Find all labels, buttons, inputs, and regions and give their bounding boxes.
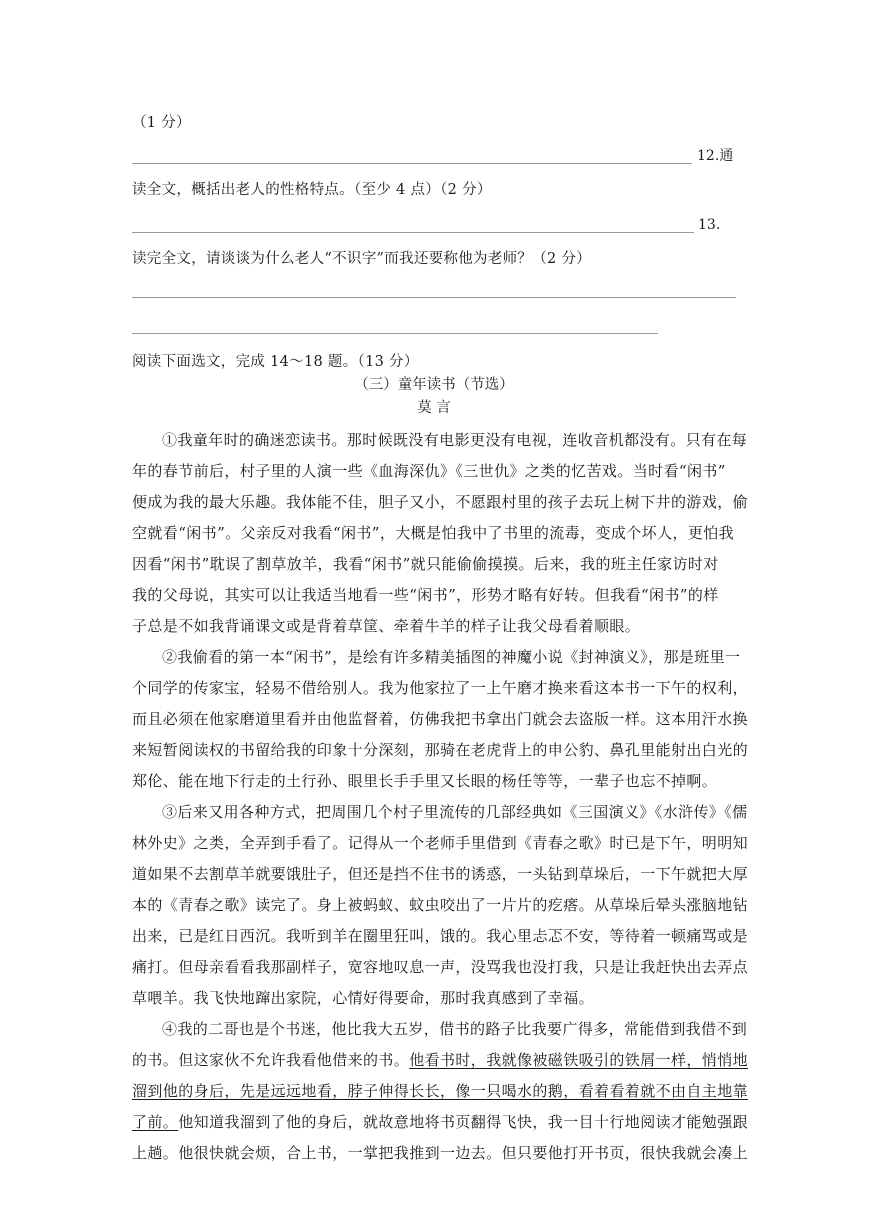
section-author: 莫 言 xyxy=(417,400,451,416)
section-instruction: 阅读下面选文，完成 14～18 题。（13 分） xyxy=(132,354,419,370)
p1-line: 便成为我的最大乐趣。我体能不佳，胆子又小，不愿跟村里的孩子去玩上树下井的游戏，偷 xyxy=(132,493,749,511)
p3-line: 本的《青春之歌》读完了。身上被蚂蚁、蚊虫咬出了一片片的疙瘩。从草垛后晕头涨脑地钻 xyxy=(132,896,749,914)
p2-line: 来短暂阅读权的书留给我的印象十分深刻，那骑在老虎背上的申公豹、鼻孔里能射出白光的 xyxy=(132,741,749,759)
q13-number: 13. xyxy=(698,217,721,233)
underlined-sentence: 他看书时，我就像被磁铁吸引的铁屑一样，悄悄地 xyxy=(409,1051,749,1069)
p1-line: 子总是不如我背诵课文或是背着草筐、牵着牛羊的样子让我父母看着顺眼。 xyxy=(132,617,641,635)
p4-line: 上趟。他很快就会烦，合上书，一掌把我推到一边去。但只要他打开书页，很快我就会凑上 xyxy=(132,1144,749,1162)
q13-text: 读完全文，请谈谈为什么老人“不识字”而我还要称他为老师？（2 分） xyxy=(132,251,592,267)
p3-line: 林外史》之类，全弄到手看了。记得从一个老师手里借到《青春之歌》时已是下午，明明知 xyxy=(132,834,749,852)
p3-line: 出来，已是红日西沉。我听到羊在圈里狂叫，饿的。我心里忐忑不安，等待着一顿痛骂或是 xyxy=(132,927,749,945)
section-title: （三）童年读书（节选） xyxy=(354,377,514,393)
underlined-sentence: 溜到他的身后，先是远远地看，脖子伸得长长，像一只喝水的鹅，看着看着就不由自主地靠 xyxy=(132,1082,749,1100)
passage-body xyxy=(132,425,749,1169)
p2-line: 郑伦、能在地下行走的土行孙、眼里长手手里又长眼的杨任等等，一辈子也忘不掉啊。 xyxy=(132,772,718,790)
answer-line-q13-2[interactable] xyxy=(132,333,658,334)
p3-line: 草喂羊。我飞快地蹿出家院，心情好得要命，那时我真感到了幸福。 xyxy=(132,989,595,1007)
p1-line: 因看“闲书”耽误了割草放羊，我看“闲书”就只能偷偷摸摸。后来，我的班主任家访时对 xyxy=(132,555,719,573)
p3-line: 痛打。但母亲看看我那副样子，宽容地叹息一声，没骂我也没打我，只是让我赶快出去弄点 xyxy=(132,958,749,976)
p3-line: ③后来又用各种方式，把周围几个村子里流传的几部经典如《三国演义》《水浒传》《儒 xyxy=(162,803,748,821)
p4-text: 他知道我溜到了他的身后，就故意地将书页翻得飞快，我一目十行地阅读才能勉强跟 xyxy=(178,1113,749,1131)
p4-line: ④我的二哥也是个书迷，他比我大五岁，借书的路子比我要广得多，常能借到我借不到 xyxy=(162,1020,748,1038)
score-q11: （1 分） xyxy=(132,115,191,131)
p1-line: 我的父母说，其实可以让我适当地看一些“闲书”，形势才略有好转。但我看“闲书”的样 xyxy=(132,586,719,604)
answer-line-q11[interactable] xyxy=(132,163,692,164)
q12-number: 12.通 xyxy=(697,148,734,164)
answer-line-q13-1[interactable] xyxy=(132,297,736,298)
p3-line: 道如果不去割草羊就要饿肚子，但还是挡不住书的诱惑，一头钻到草垛后，一下午就把大厚 xyxy=(132,865,749,883)
answer-line-q12[interactable] xyxy=(132,232,694,233)
p2-line: ②我偷看的第一本“闲书”，是绘有许多精美插图的神魔小说《封神演义》，那是班里一 xyxy=(162,648,741,666)
p1-line: 空就看“闲书”。父亲反对我看“闲书”，大概是怕我中了书里的流毒，变成个坏人，更怕我 xyxy=(132,524,735,542)
p2-line: 而且必须在他家磨道里看并由他监督着，仿佛我把书拿出门就会去盗版一样。这本用汗水换 xyxy=(132,710,749,728)
p4-line xyxy=(132,1076,749,1107)
q12-text: 读全文，概括出老人的性格特点。（至少 4 点）（2 分） xyxy=(132,182,492,198)
p4-text: 的书。但这家伙不允许我看他借来的书。 xyxy=(132,1051,410,1069)
p4-line xyxy=(132,1045,749,1076)
p1-line: ①我童年时的确迷恋读书。那时候既没有电影更没有电视，连收音机都没有。只有在每 xyxy=(162,431,748,449)
p1-line: 年的春节前后，村子里的人演一些《血海深仇》《三世仇》之类的忆苦戏。当时看“闲书” xyxy=(132,462,726,480)
p2-line: 个同学的传家宝，轻易不借给别人。我为他家拉了一上午磨才换来看这本书一下午的权利， xyxy=(132,679,749,697)
p4-line xyxy=(132,1107,749,1138)
underlined-sentence: 了前。 xyxy=(132,1113,179,1131)
